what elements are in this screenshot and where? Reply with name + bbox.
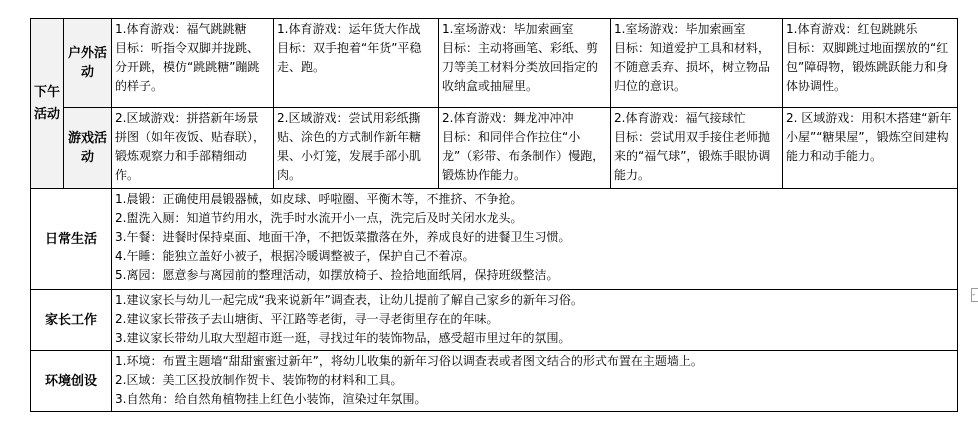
outdoor-cell-5: 1.体育游戏：红包跳跳乐 目标：双脚跳过地面摆放的“红包”障碍物，锻炼跳跃能力和身体协调性。 — [783, 19, 958, 108]
game-label: 游戏活动 — [64, 108, 112, 189]
afternoon-label: 下午活动 — [31, 19, 64, 189]
environment-line: 1.环境：布置主题墙“甜甜蜜蜜过新年”，将幼儿收集的新年习俗以调查表或者图文结合的形式布置在主题墙上。 — [115, 354, 703, 368]
parent-line: 1.建议家长与幼儿一起完成“我来说新年”调查表，让幼儿提前了解自己家乡的新年习俗。 — [115, 293, 583, 307]
environment-label: 环境创设 — [31, 351, 112, 412]
weekly-plan-table — [30, 18, 958, 412]
outdoor-cell-2: 1.体育游戏：运年货大作战 目标：双手抱着“年货”平稳走、跑。 — [274, 19, 439, 108]
parent-content — [112, 290, 958, 351]
daily-line: 5.离园：愿意参与离园前的整理活动，如摆放椅子、捡拾地面纸屑，保持班级整洁。 — [115, 268, 559, 282]
daily-line: 3.午餐：进餐时保持桌面、地面干净，不把饭菜撒落在外，养成良好的进餐卫生习惯。 — [115, 230, 571, 244]
parent-line: 2.建议家长带孩子去山塘街、平江路等老街，寻一寻老街里存在的年味。 — [115, 312, 499, 326]
game-cell-2: 2.区域游戏：尝试用彩纸撕贴、涂色的方式制作新年糖果、小灯笼，发展手部小肌肉。 — [274, 108, 439, 189]
game-cell-3: 2.体育游戏：舞龙冲冲冲 目标：和同伴合作拉住“小龙”（彩带、布条制作）慢跑，锻炼协作能力。 — [439, 108, 611, 189]
daily-line: 4.午睡：能独立盖好小被子，根据冷暖调整被子，保护自己不着凉。 — [115, 249, 475, 263]
row-daily — [31, 189, 958, 290]
parent-line: 3.建议家长带幼儿取大型超市逛一逛，寻找过年的装饰物品，感受超市里过年的氛围。 — [115, 331, 571, 345]
game-cell-1: 2.区域游戏：拼搭新年场景拼图（如年夜饭、贴春联），锻炼观察力和手部精细动作。 — [112, 108, 274, 189]
outdoor-label: 户外活动 — [64, 19, 112, 108]
game-cell-5: 2. 区域游戏：用积木搭建“新年小屋”“糖果屋”，锻炼空间建构能力和动手能力。 — [783, 108, 958, 189]
daily-line: 2.盥洗入厕：知道节约用水，洗手时水流开小一点，洗完后及时关闭水龙头。 — [115, 211, 523, 225]
parent-label: 家长工作 — [31, 290, 112, 351]
game-cell-4: 2.体育游戏：福气接球忙 目标：尝试用双手接住老师抛来的“福气球”，锻炼手眼协调能力。 — [611, 108, 783, 189]
row-game — [31, 108, 958, 189]
outdoor-cell-4: 1.室场游戏：毕加索画室 目标：知道爱护工具和材料，不随意丢弃、损坏，树立物品归位的意识。 — [611, 19, 783, 108]
outdoor-cell-1: 1.体育游戏：福气跳跳糖 目标：听指令双脚并拢跳、分开跳，模仿“跳跳糖”蹦跳的样子。 — [112, 19, 274, 108]
row-parent — [31, 290, 958, 351]
environment-content — [112, 351, 958, 412]
daily-content — [112, 189, 958, 290]
row-environment — [31, 351, 958, 412]
environment-line: 3.自然角：给自然角植物挂上红色小装饰，渲染过年氛围。 — [115, 392, 427, 406]
outdoor-cell-3: 1.室场游戏：毕加索画室 目标：主动将画笔、彩纸、剪刀等美工材料分类放回指定的收纳盒或抽屉里。 — [439, 19, 611, 108]
side-scroll-tab[interactable]: - — [971, 288, 978, 302]
environment-line: 2.区域：美工区投放制作贺卡、装饰物的材料和工具。 — [115, 373, 403, 387]
row-outdoor — [31, 19, 958, 108]
daily-line: 1.晨锻：正确使用晨锻器械，如皮球、呼啦圈、平衡木等，不推挤、不争抢。 — [115, 192, 523, 206]
daily-label: 日常生活 — [31, 189, 112, 290]
